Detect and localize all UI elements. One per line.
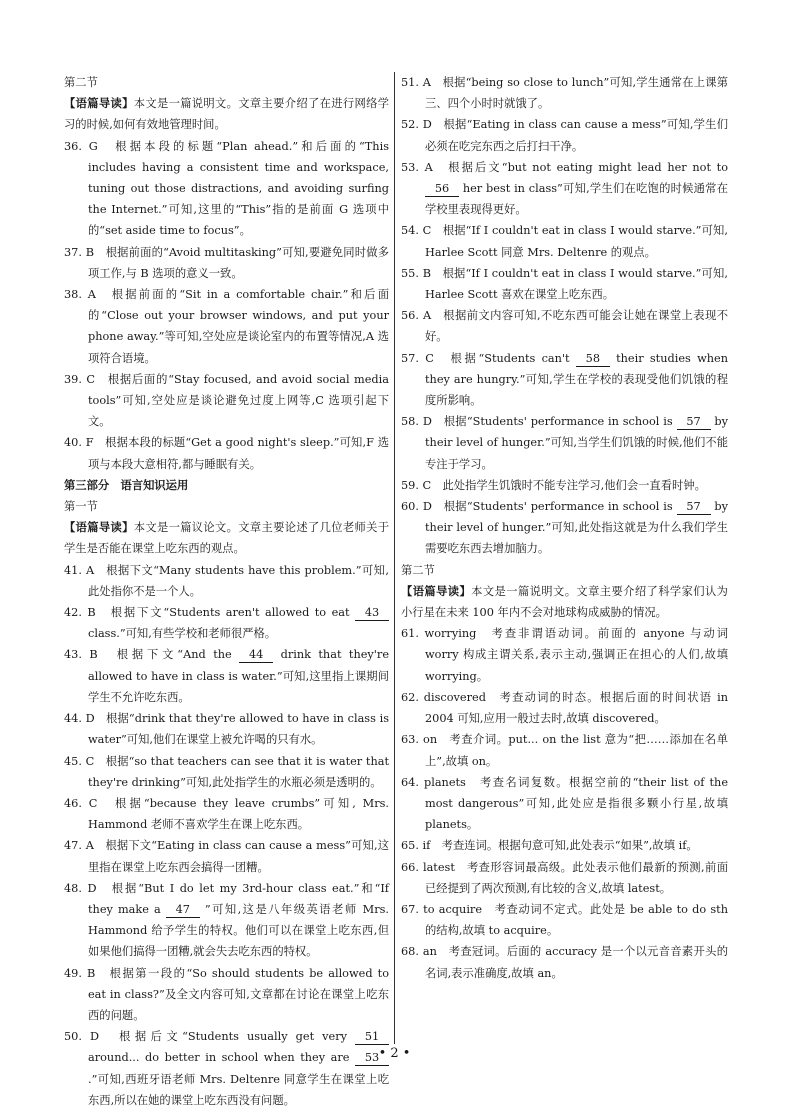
item-text: .”可知,西班牙语老师 Mrs. Deltenre 同意学生在课堂上吃东西,所以在她的课堂上吃东西没有问题。	[88, 1072, 389, 1107]
section-heading: 第二节	[401, 563, 435, 577]
answer-item	[64, 602, 389, 644]
answer-item: 37. B 根据前面的“Avoid multitasking”可知,要避免同时做多项工作,与 B 选项的意义一致。	[64, 245, 389, 280]
answer-item: 62. discovered 考查动词的时态。根据后面的时间状语 in 2004 可知,应用一般过去时,故填 discovered。	[401, 690, 728, 726]
answer-item: 36. G 根据本段的标题“Plan ahead.”和后面的“This includes having a consistent time and workspace, tuning out those distractions, and avoiding surfing the Internet.”可知,这里的“This”指的是前面 G 选项中的“set aside time to focus”。	[64, 139, 389, 238]
answer-item	[64, 878, 389, 963]
answer-item: 39. C 根据后面的“Stay focused, and avoid social media tools”可知,空处应是谈论避免过度上网等,C 选项引起下文。	[64, 372, 389, 429]
item-text: 53. A 根据后文“but not eating might lead her not to	[401, 160, 728, 174]
answer-item: 51. A 根据“being so close to lunch”可知,学生通常在上课第三、四个小时时就饿了。	[401, 76, 728, 111]
blank-number: 47	[166, 903, 200, 918]
answer-item: 41. A 根据下文“Many students have this problem.”可知,此处指你不是一个人。	[64, 563, 389, 598]
guide-text: 本文是一篇说明文。文章主要介绍了科学家们认为小行星在未来 100 年内不会对地球构成威胁的情况。	[401, 584, 728, 620]
blank-number: 43	[355, 606, 389, 621]
item-text: drink that they're allowed to have in class is water.”可知,这里指上课期间学生不允许吃东西。	[88, 648, 389, 704]
part-heading: 第三部分 语言知识运用	[64, 478, 189, 492]
answer-item: 59. C 此处指学生饥饿时不能专注学习,他们会一直看时钟。	[401, 478, 706, 492]
section-heading: 第二节	[64, 76, 98, 89]
answer-item: 66. latest 考查形容词最高级。此处表示他们最新的预测,前面已经提到了两次预测,有比较的含义,故填 latest。	[401, 860, 728, 895]
answer-item: 38. A 根据前面的“Sit in a comfortable chair.”和后面的“Close out your browser windows, and put your phone away.”等可知,空处应是谈论室内的布置等情况,A 选项符合语境。	[64, 288, 389, 365]
column-divider	[394, 72, 395, 1044]
blank-number: 51	[355, 1030, 389, 1045]
section-heading: 第一节	[64, 500, 98, 514]
answer-item	[401, 157, 728, 221]
answer-item	[401, 348, 728, 412]
item-text: 57. C 根据“Students can't	[401, 351, 576, 365]
blank-number: 57	[677, 500, 711, 515]
answer-item: 55. B 根据“If I couldn't eat in class I would starve.”可知, Harlee Scott 喜欢在课堂上吃东西。	[401, 266, 728, 302]
answer-item: 46. C 根据“because they leave crumbs”可知, Mrs. Hammond 老师不喜欢学生在课上吃东西。	[64, 796, 389, 832]
item-text: her best in class”可知,学生们在吃饱的时候通常在学校里表现得更好。	[425, 182, 728, 217]
item-text: 48. D 根据“But I do let my 3rd-hour class eat.”和“If they make a	[64, 881, 389, 916]
reading-guide	[64, 517, 389, 559]
item-text: by their level of hunger.”可知,当学生们饥饿的时候,他们不能专注于学习。	[425, 415, 728, 471]
answer-item	[401, 411, 728, 475]
answer-item	[401, 496, 728, 560]
answer-item: 47. A 根据下文“Eating in class can cause a mess”可知,这里指在课堂上吃东西会搞得一团糟。	[64, 839, 389, 874]
answer-item: 67. to acquire 考查动词不定式。此处是 be able to do sth 的结构,故填 to acquire。	[401, 902, 728, 938]
item-text: by their level of hunger.”可知,此处指这就是为什么我们学生需要吃东西去增加脑力。	[425, 500, 728, 556]
answer-item: 52. D 根据“Eating in class can cause a mess”可知,学生们必须在吃完东西之后打扫干净。	[401, 118, 728, 153]
item-text: class.”可知,有些学校和老师很严格。	[88, 627, 277, 641]
right-column	[401, 72, 728, 984]
answer-item	[64, 1026, 389, 1111]
item-text: 60. D 根据“Students' performance in school is	[401, 500, 677, 514]
blank-number: 56	[425, 182, 459, 197]
answer-item	[64, 644, 389, 708]
guide-text: 本文是一篇议论文。文章主要论述了几位老师关于学生是否能在课堂上吃东西的观点。	[64, 521, 389, 556]
guide-tag: 【语篇导读】	[64, 97, 134, 111]
guide-text: 本文是一篇说明文。文章主要介绍了在进行网络学习的时候,如何有效地管理时间。	[64, 97, 389, 132]
left-column	[64, 72, 389, 1111]
answer-item: 65. if 考查连词。根据句意可知,此处表示“如果”,故填 if。	[401, 839, 698, 853]
answer-item: 45. C 根据“so that teachers can see that it is water that they're drinking”可知,此处指学生的水瓶必须是透明的。	[64, 754, 389, 789]
item-text: 58. D 根据“Students' performance in school is	[401, 415, 677, 429]
answer-item: 63. on 考查介词。put... on the list 意为“把……添加在名单上”,故填 on。	[401, 733, 728, 768]
page-number: • 2 •	[378, 1046, 411, 1061]
answer-item: 44. D 根据“drink that they're allowed to have in class is water”可知,他们在课堂上被允许喝的只有水。	[64, 712, 389, 747]
blank-number: 57	[677, 415, 711, 430]
answer-item: 40. F 根据本段的标题“Get a good night's sleep.”可知,F 选项与本段大意相符,都与睡眠有关。	[64, 436, 389, 471]
guide-tag: 【语篇导读】	[401, 584, 472, 598]
item-text: 42. B 根据下文“Students aren't allowed to eat	[64, 606, 355, 620]
blank-number: 58	[576, 352, 610, 367]
blank-number: 53	[355, 1051, 389, 1066]
item-text: ”可知,这是八年级英语老师 Mrs. Hammond 给予学生的特权。他们可以在课堂上吃东西,但如果他们搞得一团糟,就会失去吃东西的特权。	[88, 902, 389, 959]
item-text: 50. D 根据后文“Students usually get very	[64, 1030, 355, 1044]
item-text: their studies when they are hungry.”可知,学生在学校的表现受他们饥饿的程度所影响。	[425, 351, 728, 408]
item-text: 43. B 根据下文“And the	[64, 648, 240, 662]
blank-number: 44	[239, 648, 273, 663]
reading-guide	[401, 581, 728, 623]
reading-guide	[64, 93, 389, 135]
answer-item: 49. B 根据第一段的“So should students be allowed to eat in class?”及全文内容可知,文章都在讨论在课堂上吃东西的问题。	[64, 966, 389, 1022]
guide-tag: 【语篇导读】	[64, 521, 134, 535]
answer-item: 61. worrying 考查非谓语动词。前面的 anyone 与动词 worry 构成主谓关系,表示主动,强调正在担心的人们,故填 worrying。	[401, 627, 728, 683]
item-text: around... do better in school when they are	[88, 1051, 355, 1065]
answer-item: 56. A 根据前文内容可知,不吃东西可能会让她在课堂上表现不好。	[401, 309, 728, 344]
answer-item: 64. planets 考查名词复数。根据空前的“their list of the most dangerous”可知,此处应是指很多颗小行星,故填 planets。	[401, 775, 728, 832]
answer-item: 68. an 考查冠词。后面的 accuracy 是一个以元音音素开头的名词,表示准确度,故填 an。	[401, 945, 728, 980]
answer-item: 54. C 根据“If I couldn't eat in class I would starve.”可知, Harlee Scott 同意 Mrs. Deltenre 的观点。	[401, 224, 728, 259]
